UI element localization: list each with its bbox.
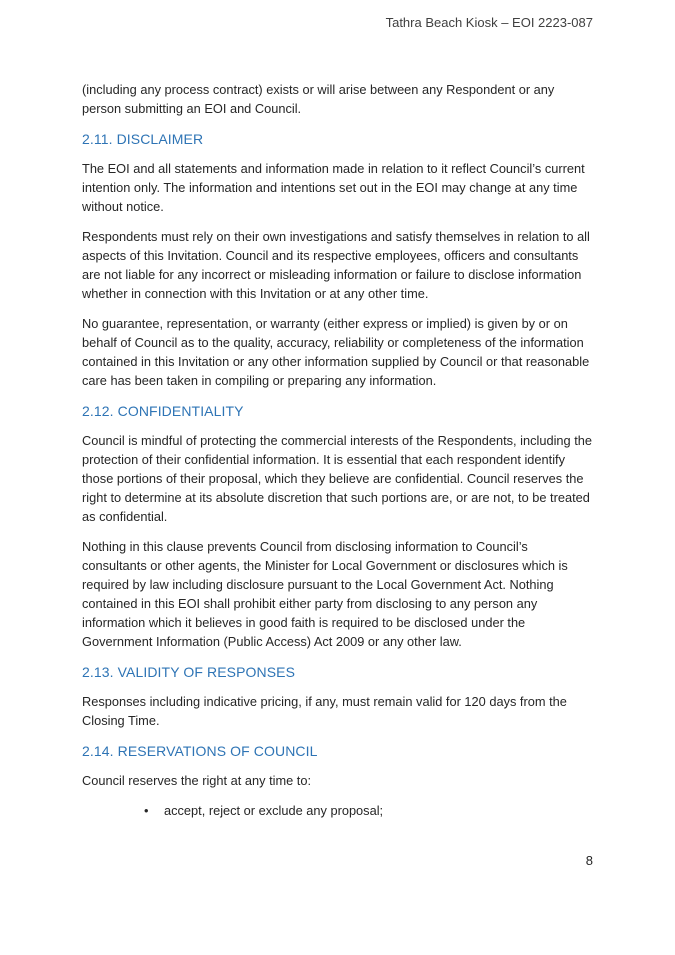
document-header: Tathra Beach Kiosk – EOI 2223-087 [385,15,593,30]
disclaimer-paragraph-2: Respondents must rely on their own investigations and satisfy themselves in relation to all aspects of this Invitation. Council and its respective employees, officers and consultants are not liable for any incorrect or misleading information or failure to disclose information whether in connection with this Invitation or at any other time. [82,229,590,301]
reservations-paragraph: Council reserves the right at any time to: [82,773,312,788]
page-content [82,80,594,820]
section-heading-disclaimer: 2.11. DISCLAIMER [82,131,204,147]
bullet-icon: • [144,803,149,818]
list-item-text: accept, reject or exclude any proposal; [164,803,384,818]
section-heading-confidentiality: 2.12. CONFIDENTIALITY [82,403,244,419]
section-heading-validity: 2.13. VALIDITY OF RESPONSES [82,664,296,680]
confidentiality-paragraph-2: Nothing in this clause prevents Council from disclosing information to Council’s consultants or other agents, the Minister for Local Government or disclosures which is required by law including disclosure pursuant to the Local Government Act. Nothing contained in this EOI shall prohibit either party from disclosing to any person any information which it believes in good faith is required to be disclosed under the Government Information (Public Access) Act 2009 or any other law. [82,539,568,649]
disclaimer-paragraph-1: The EOI and all statements and information made in relation to it reflect Council’s current intention only. The information and intentions set out in the EOI may change at any time without notice. [82,161,585,214]
validity-paragraph: Responses including indicative pricing, if any, must remain valid for 120 days from the Closing Time. [82,694,567,728]
intro-paragraph: (including any process contract) exists or will arise between any Respondent or any person submitting an EOI and Council. [82,82,555,116]
list-item [144,801,594,820]
reservations-list [82,801,594,820]
section-heading-reservations: 2.14. RESERVATIONS OF COUNCIL [82,743,318,759]
page-number: 8 [585,853,593,868]
confidentiality-paragraph-1: Council is mindful of protecting the commercial interests of the Respondents, including the protection of their confidential information. It is essential that each respondent identify those portions of their proposal, which they believe are confidential. Council reserves the right to determine at its absolute discretion that such portions are, or are not, to be treated as confidential. [82,433,593,524]
disclaimer-paragraph-3: No guarantee, representation, or warranty (either express or implied) is given by or on behalf of Council as to the quality, accuracy, reliability or completeness of the information contained in this Invitation or any other information supplied by Council or that reasonable care has been taken in compiling or preparing any information. [82,316,590,388]
